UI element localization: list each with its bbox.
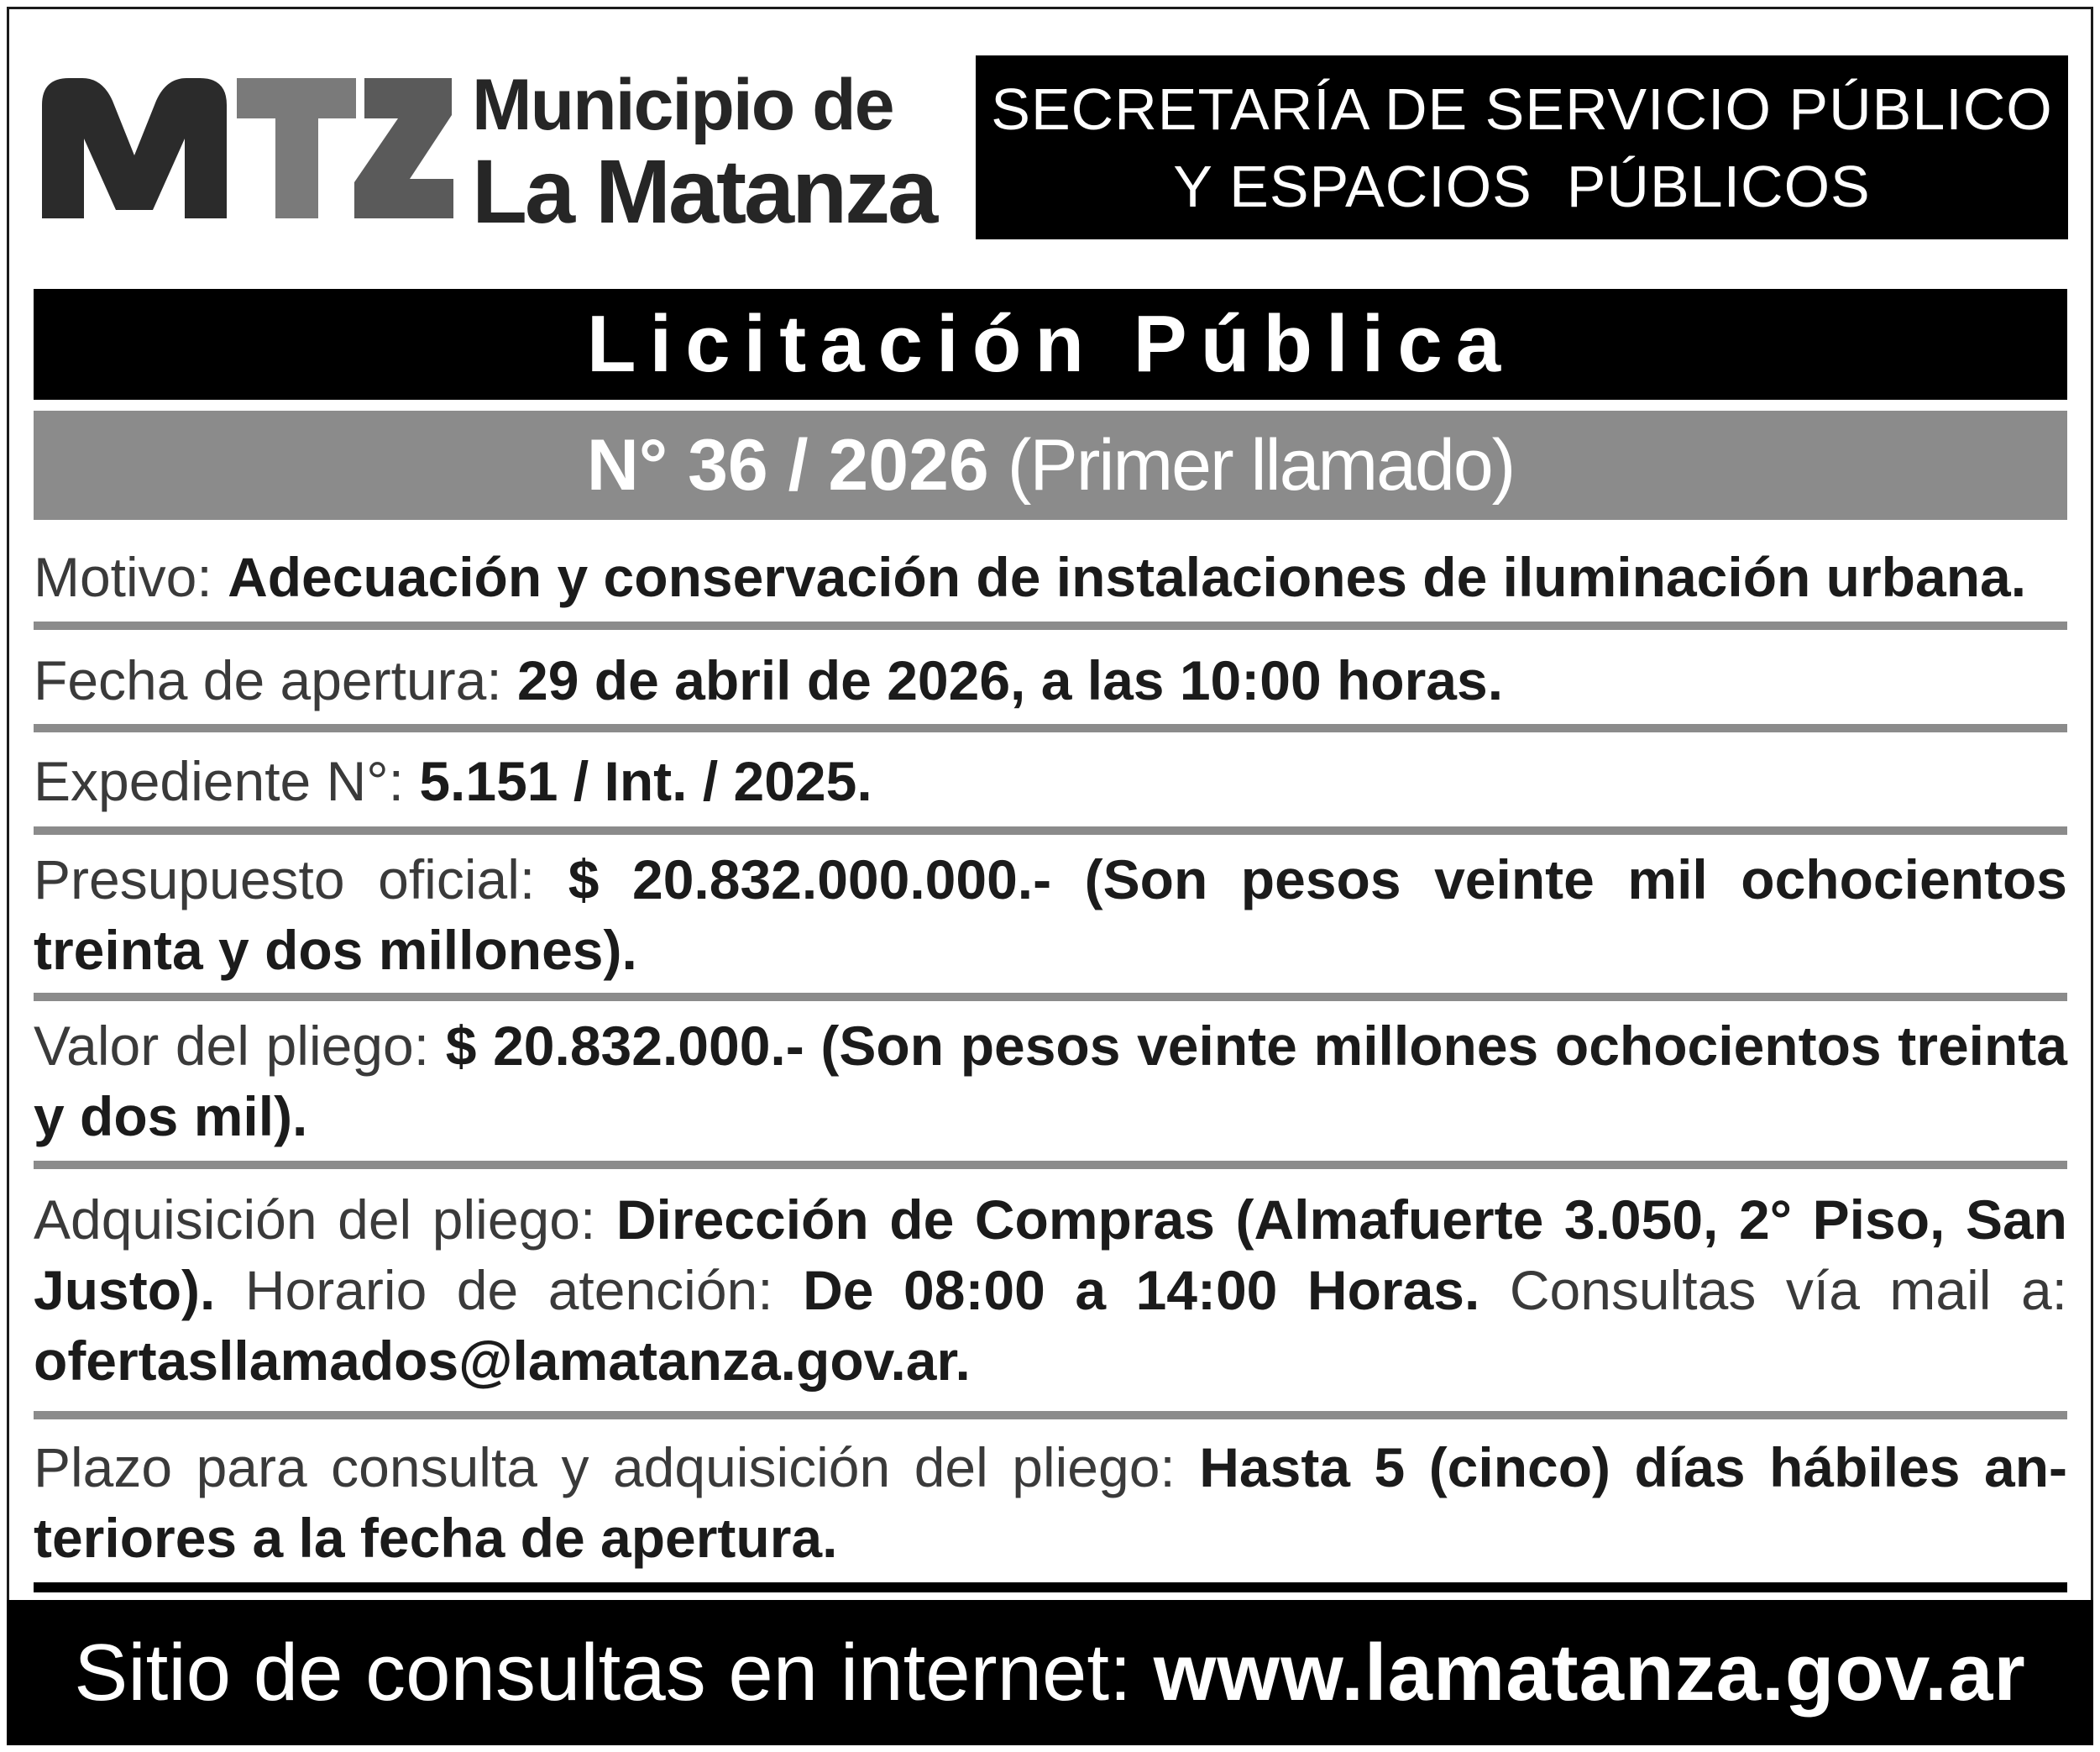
footer-label: Sitio de consultas en internet: bbox=[74, 1627, 1132, 1718]
plazo-value: Hasta 5 (cinco) días hábiles an-teriores a la fecha de apertura. bbox=[34, 1436, 2067, 1569]
secretaria-banner bbox=[976, 55, 2068, 239]
fecha-value: 29 de abril de 2026, a las 10:00 horas. bbox=[517, 649, 1504, 711]
separator bbox=[34, 1411, 2067, 1419]
separator bbox=[34, 1161, 2067, 1169]
tender-number-bar bbox=[34, 411, 2067, 520]
horario-label: Horario de atención: bbox=[244, 1259, 773, 1321]
footer-bar bbox=[7, 1600, 2093, 1745]
logo-wordmark bbox=[472, 65, 936, 242]
row-motivo bbox=[34, 542, 2067, 612]
row-plazo bbox=[34, 1432, 2067, 1573]
motivo-label: Motivo: bbox=[34, 546, 212, 608]
presupuesto-label: Presupuesto oficial: bbox=[34, 848, 536, 910]
valor-label: Valor del pliego: bbox=[34, 1015, 430, 1077]
row-valor bbox=[34, 1010, 2067, 1151]
adquisicion-label: Adquisición del pliego: bbox=[34, 1188, 596, 1251]
presupuesto-value: $ 20.832.000.000.- (Son pesos veinte mil ochocientos treinta y dos millones). bbox=[34, 848, 2067, 981]
logo-line-la-matanza: La Matanza bbox=[472, 140, 936, 242]
mtz-logo-icon bbox=[35, 71, 455, 223]
secretaria-line-2: Y ESPACIOS PÚBLICOS bbox=[1173, 153, 1871, 219]
valor-value: $ 20.832.000.- (Son pesos veinte millones ochocientos treinta y dos mil). bbox=[34, 1015, 2067, 1147]
motivo-value: Adecuación y conservación de instalaciones de iluminación urbana. bbox=[228, 546, 2027, 608]
consultas-label: Consultas vía mail a: bbox=[1509, 1259, 2068, 1321]
separator bbox=[34, 993, 2067, 1001]
adquisicion-value: Dirección de Compras (Almafuerte 3.050, 2° Piso, San Justo). bbox=[34, 1188, 2067, 1321]
row-fecha bbox=[34, 645, 2067, 716]
consultas-email-link[interactable]: ofertasllamados@lamatanza.gov.ar. bbox=[34, 1330, 971, 1392]
page-title: Licitación Pública bbox=[34, 289, 2067, 400]
tender-number: N° 36 / 2026 bbox=[586, 424, 989, 506]
expediente-label: Expediente N°: bbox=[34, 750, 404, 812]
plazo-label: Plazo para consulta y adquisición del pliego: bbox=[34, 1436, 1176, 1498]
row-adquisicion bbox=[34, 1184, 2067, 1396]
separator bbox=[34, 622, 2067, 630]
row-expediente bbox=[34, 746, 2067, 816]
separator bbox=[34, 826, 2067, 835]
secretaria-line-1: SECRETARÍA DE SERVICIO PÚBLICO bbox=[991, 76, 2053, 142]
separator bbox=[34, 724, 2067, 732]
expediente-value: 5.151 / Int. / 2025. bbox=[419, 750, 872, 812]
logo-line-municipio: Municipio de bbox=[472, 65, 893, 145]
horario-value: De 08:00 a 14:00 Horas. bbox=[803, 1259, 1480, 1321]
footer-website-link[interactable]: www.lamatanza.gov.ar bbox=[1153, 1627, 2026, 1718]
fecha-label: Fecha de apertura: bbox=[34, 649, 502, 711]
row-presupuesto bbox=[34, 844, 2067, 985]
tender-call: (Primer llamado) bbox=[1007, 424, 1515, 506]
separator-dark bbox=[34, 1582, 2067, 1592]
